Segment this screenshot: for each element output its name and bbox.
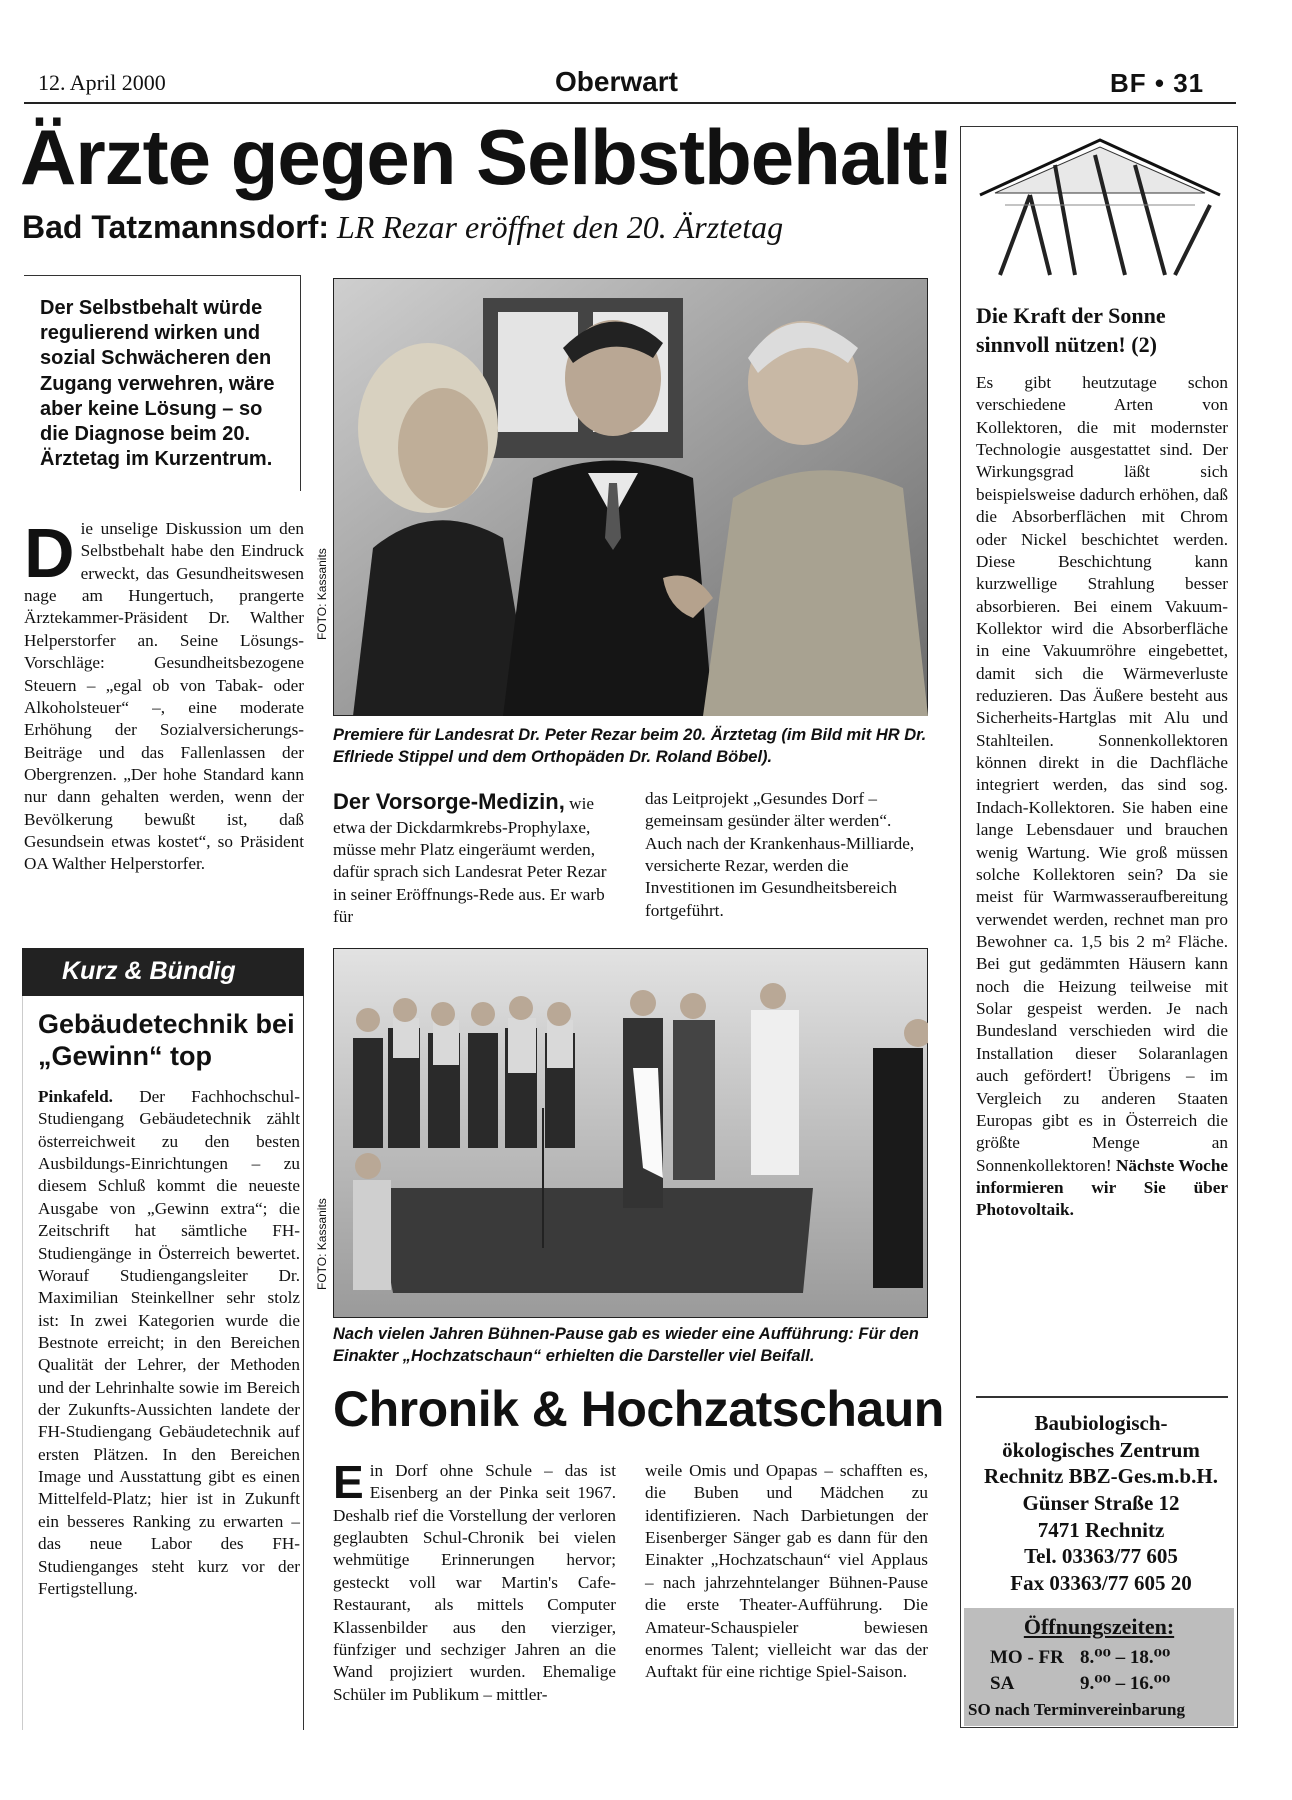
address-line: Baubiologisch- bbox=[1034, 1411, 1168, 1435]
opening-hours-title: Öffnungszeiten: bbox=[1023, 1614, 1175, 1639]
ad-body-text: Es gibt heutzutage schon verschiedene Arten von Kollektoren, die mit modernster Technologie ausgestattet sind. Der Wirkungsgrad läßt sich beispielsweise dadurch erhöhen, daß die Absorberflächen mit Chrom oder Nickel beschichtet werden. Diese Beschichtung kann kurzwellige Strahlung besser absorbieren. Bei einem Vakuum-Kollektor wird die Absorberfläche in eine Vakuumröhre eingebettet, damit sich die Wärmeverluste reduzieren. Das Äußere besteht aus Sicherheits-Hartglas mit Alu und Stahlteilen. Sonnenkollektoren können direkt in die Dachfläche integriert werden, das sind sog. Indach-Kollektoren. Sie haben eine lange Lebensdauer und brauchen wenig Wartung. Wie groß müssen solche Kollektoren sein? Da sie meist für Warmwasseraufbereitung verwendet werden, rechnet man pro Bewohner ca. 1,5 bis 2 m² Fläche. Bei gut gedämmten Häusern kann noch die Heizung teilweise mit Solar gespeist werden. Je nach Bundesland verschieden wird die Installation dieser Solaranlagen auch gefördert! Übrigens – im Vergleich zu anderen Staaten Europas gibt es in Österreich die größte Menge an Sonnenkollektoren! bbox=[976, 373, 1228, 1175]
article-dropcap: D bbox=[24, 514, 75, 592]
ad-next-week: Nächste Woche informieren wir Sie über Photovoltaik. bbox=[976, 1155, 1229, 1220]
chronik-headline: Chronik & Hochzatschaun bbox=[333, 1381, 944, 1437]
article-subhead bbox=[22, 210, 783, 245]
bbz-logo bbox=[975, 135, 1225, 295]
chronik-column-1 bbox=[333, 1456, 616, 1706]
ad-title: Die Kraft der Sonne sinnvoll nützen! (2) bbox=[976, 303, 1166, 357]
article-body bbox=[24, 514, 304, 876]
photo-credit-2: FOTO: Kassanits bbox=[315, 1198, 329, 1290]
photo-caption-2: Nach vielen Jahren Bühnen-Pause gab es wieder eine Aufführung: Für den Einakter „Hochzatschaun“ erhielten die Darsteller viel Beifall. bbox=[333, 1325, 919, 1366]
kurz-title: Gebäudetechnik bei „Gewinn“ top bbox=[38, 1009, 295, 1072]
issue-date: 12. April 2000 bbox=[38, 70, 166, 95]
address-fax: Fax 03363/77 605 20 bbox=[1010, 1570, 1192, 1595]
ad-body bbox=[976, 372, 1228, 1222]
vorsorge-kicker: Der Vorsorge-Medizin, bbox=[333, 789, 565, 814]
address-line: Rechnitz BBZ-Ges.m.b.H. bbox=[984, 1464, 1218, 1489]
hours-weekdays-label: MO - FR bbox=[990, 1647, 1064, 1668]
chronik-text-1: in Dorf ohne Schule – das ist Eisenberg an der Pinka seit 1967. Deshalb rief die Vorstellung der verloren geglaubten Schul-Chronik bei vielen wehmütige Erinnerungen hervor; gesteckt voll war Martin's Cafe-Restaurant, als mittels Computer Klassenbilder aus den vierziger, fünfziger und sechziger Jahren an die Wand projiziert wurden. Ehemalige Schüler im Publikum – mittler- bbox=[333, 1461, 616, 1704]
article-body-text: ie unselige Diskussion um den Selbstbehalt habe den Eindruck erweckt, das Gesundheitswesen nage am Hungertuch, prangerte Ärztekammer-Präsident Dr. Walther Helperstorfer an. Seine Lösungs-Vorschläge: Gesundheitsbezogene Steuern – „egal ob von Tabak- oder Alkoholsteuer“ –, eine moderate Erhöhung der Sozialversicherungs-Beiträge und das Fallenlassen der Obergrenzen. „Der hohe Standard kann nur dann gehalten werden, wenn der Bevölkerung bewußt ist, daß Gesundsein etwas kostet“, so Präsident OA Walther Helperstorfer. bbox=[24, 519, 304, 874]
subhead-text: LR Rezar eröffnet den 20. Ärztetag bbox=[336, 209, 784, 245]
section-title: Oberwart bbox=[555, 66, 678, 97]
photo-credit-1: FOTO: Kassanits bbox=[315, 548, 329, 640]
address-line: Günser Straße 12 bbox=[1022, 1490, 1180, 1515]
address-phone: Tel. 03363/77 605 bbox=[1024, 1544, 1178, 1569]
hours-weekdays bbox=[990, 1646, 1170, 1669]
page-number: BF • 31 bbox=[1110, 68, 1205, 98]
hours-weekdays-time: 8.⁰⁰ – 18.⁰⁰ bbox=[1080, 1647, 1171, 1668]
chronik-column-2: weile Omis und Opapas – schafften es, die Buben und Mädchen zu identifizieren. Nach Darbietungen der Eisenberger Sänger gab es dann für den Einakter „Hochzatschaun“ viel Applaus – nach jahrzehntelanger Bühnen-Pause die erste Theater-Aufführung. Die Amateur-Schauspieler bewiesen enormes Talent; vielleicht war das der Auftakt für eine richtige Spiel-Saison. bbox=[645, 1461, 928, 1682]
chronik-dropcap: E bbox=[333, 1456, 364, 1508]
subhead-place: Bad Tatzmannsdorf: bbox=[22, 209, 329, 245]
hours-sunday: SO nach Terminvereinbarung bbox=[968, 1700, 1185, 1719]
kurz-text: Der Fachhochschul-Studiengang Gebäudetechnik zählt österreichweit zu den besten Ausbildungs-Einrichtungen – zu diesem Schluß kommt die neueste Ausgabe von „Gewinn extra“; die Zeitschrift hat sämtliche FH-Studiengänge in Österreich bewertet. Worauf Studiengangsleiter Dr. Maximilian Steinkellner sehr stolz ist: In zwei Kategorien wurde die Bestnote erreicht; in den Bereichen Qualität der Lehrer, der Methoden und der Lehrinhalte sowie im Bereich der Zukunfts-Aussichten landete der FH-Studiengang Gebäudetechnik auf ersten Plätzen. In den Bereichen Image und Ausstattung gibt es einen Mittelfeld-Platz; hier ist in Zukunft ein besseres Ranking zu erwarten – das neue Labor des FH-Studienganges steht kurz vor der Fertigstellung. bbox=[38, 1087, 300, 1598]
kurz-body bbox=[38, 1086, 300, 1600]
photo-aerztetag bbox=[333, 278, 928, 716]
header-divider bbox=[24, 102, 1236, 104]
kurz-buendig-label: Kurz & Bündig bbox=[62, 957, 236, 985]
hours-saturday-label: SA bbox=[990, 1673, 1015, 1694]
address-line: ökologisches Zentrum bbox=[1002, 1437, 1200, 1462]
hours-saturday-time: 9.⁰⁰ – 16.⁰⁰ bbox=[1080, 1673, 1171, 1694]
kurz-place: Pinkafeld. bbox=[38, 1087, 113, 1106]
ad-divider bbox=[976, 1396, 1228, 1398]
photo-hochzatschaun bbox=[333, 948, 928, 1318]
vorsorge-text-1: wie etwa der Dickdarmkrebs-Prophylaxe, müsse mehr Platz eingeräumt werden, dafür sprach sich Landesrat Peter Rezar in seiner Eröffnungs-Rede aus. Er warb für bbox=[333, 794, 607, 927]
vorsorge-column-1 bbox=[333, 788, 615, 928]
photo-caption-1: Premiere für Landesrat Dr. Peter Rezar beim 20. Ärztetag (im Bild mit HR Dr. Eflriede Stippel und dem Orthopäden Dr. Roland Böbel). bbox=[333, 726, 927, 767]
kurz-buendig-banner bbox=[22, 948, 304, 996]
hours-saturday bbox=[990, 1672, 1170, 1695]
ad-address bbox=[966, 1410, 1236, 1597]
article-lead: Der Selbstbehalt würde regulierend wirken und sozial Schwächeren den Zugang verwehren, wäre aber keine Lösung – so die Diagnose beim 20. Ärztetag im Kurzentrum. bbox=[40, 297, 275, 471]
address-line: 7471 Rechnitz bbox=[1037, 1517, 1165, 1542]
vorsorge-column-2: das Leitprojekt „Gesundes Dorf – gemeinsam gesünder älter werden“. Auch nach der Krankenhaus-Milliarde, versicherte Rezar, werden die Investitionen im Gesundheitsbereich fortgeführt. bbox=[645, 789, 915, 920]
article-headline: Ärzte gegen Selbstbehalt! bbox=[20, 113, 953, 201]
